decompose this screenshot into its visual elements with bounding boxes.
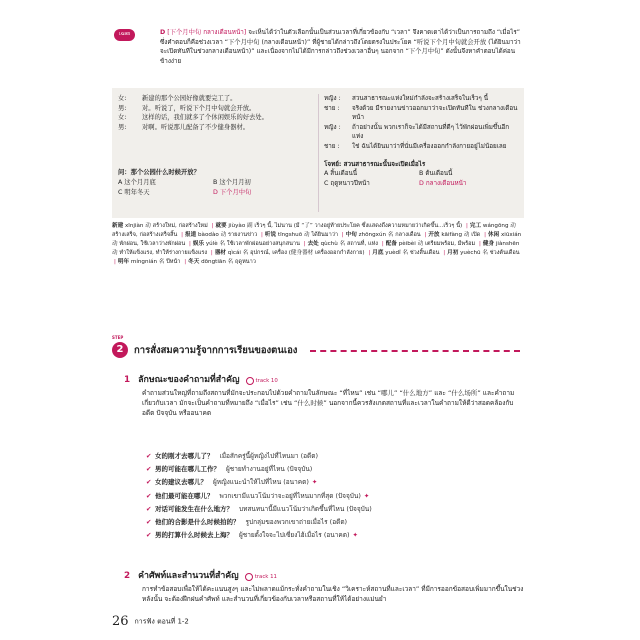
- vocab-word: 中旬: [345, 232, 357, 238]
- vocab-pos: 动: [510, 223, 516, 229]
- answer-text: จะเห็นได้ว่าในตัวเลือกนั้นเป็นส่วนเวลาที่เกี่ยวข้องกับ “เวลา” จึงคาดเดาได้ว่าเป็นการถามถึง “เมื่อไร” ซึ่งคำตอบก็คือช่วงเวลา “下个月中旬 (กลางเดือนหน้า)” ที่ผู้ชายได้กล่าวถึงโดยตรงในประโยค “听说下个月中旬就会开放 (ได้ยินมาว่าจะเปิดทันทีในช่วงกลางเดือนหน้า)” และเนื่องจากไม่ได้มีการกล่าวถึงช่วงเวลาอื่นๆ นอกจาก “下个月中旬” ดังนั้นจึงหาคำตอบได้ค่อนข้างง่าย: [160, 29, 521, 65]
- vocab-item: [386, 241, 477, 247]
- vocab-separator: |: [261, 232, 263, 238]
- vocab-pos: 名: [402, 250, 409, 256]
- vocab-pinyin: xīnjiàn: [124, 223, 144, 229]
- vocab-pinyin: tīngshuō: [277, 232, 303, 238]
- question-thai: บทสนทนานี้มีแนวโน้มว่าเกิดขึ้นที่ไหน (ปัจจุบัน): [239, 504, 372, 513]
- vocab-pos: 动: [112, 250, 118, 256]
- step-number: 2: [112, 342, 128, 358]
- vocab-pos: 名: [242, 250, 249, 256]
- vocab-mean: สถานที่, แห่ง: [347, 241, 379, 247]
- vocab-word: 配备: [385, 241, 397, 247]
- dialogue-thai: [324, 94, 519, 188]
- vocab-word: 就要: [215, 223, 227, 229]
- vocab-separator: |: [341, 232, 344, 238]
- question-chinese: 对话可能发生在什么地方？: [155, 504, 233, 513]
- vocab-separator: |: [114, 259, 116, 265]
- vocabulary-list: [112, 222, 524, 267]
- vocab-mean: ช่วงต้นเดือน: [489, 250, 520, 256]
- vocab-item: [185, 232, 259, 238]
- vocab-pinyin: pèibèi: [398, 241, 416, 247]
- vocab-item: [372, 250, 441, 256]
- vocab-mean: ใช้เวลาพักผ่อนอย่างสนุกสนาน: [226, 241, 300, 247]
- vocab-pinyin: kāifàng: [441, 232, 463, 238]
- vocab-item: [428, 232, 482, 238]
- check-icon: ✔: [146, 531, 152, 540]
- question-item: [146, 476, 524, 489]
- question-chinese: 他们的合影是什么时候拍的？: [155, 518, 240, 527]
- vocab-mean: กลางเดือน: [395, 232, 421, 238]
- vocab-pinyin: qìcái: [227, 250, 241, 256]
- vocab-pos: 动: [303, 232, 310, 238]
- section-1-paragraph: คำถามส่วนใหญ่ที่ถามถึงสถานที่มักจะประกอบไปด้วยคำถามในลักษณะ “ที่ไหน” เช่น “哪儿” “什么地方” และ “什么场所” และคำถามเกี่ยวกับเวลา มักจะเป็นคำถามที่หมายถึง “เมื่อไร” เช่น “什么时候” นอกจากนี้ควรสังเกตสถานที่และเวลาในคำถามให้ดีว่าสอดคล้องกับอดีต ปัจจุบัน หรืออนาคต: [142, 389, 515, 417]
- vocab-mean: พักผ่อน, ใช้เวลาว่างพักผ่อน: [119, 241, 186, 247]
- question-chinese: 女的建议去哪儿？: [155, 478, 207, 487]
- option-b: B ต้นเดือนนี้: [419, 170, 453, 178]
- vocab-word: 冬天: [188, 259, 200, 265]
- vocab-separator: |: [484, 232, 486, 238]
- vocab-pos: 名: [227, 259, 234, 265]
- footer-text: การฟัง ตอนที่ 1-2: [134, 617, 189, 626]
- divider: [318, 94, 319, 212]
- section-title: คำศัพท์และสำนวนที่สำคัญ: [138, 571, 239, 581]
- star-icon: ✦: [352, 531, 358, 540]
- speaker: 女:: [118, 114, 127, 122]
- vocab-item: [346, 232, 423, 238]
- vocab-word: 器材: [214, 250, 227, 256]
- vocab-word: 休闲: [487, 232, 500, 238]
- dialogue-line: 对。听说了，听说下个月中旬就会开放。: [142, 104, 256, 112]
- step-label: STEP: [112, 335, 124, 340]
- vocab-pinyin: yuèdǐ: [385, 250, 401, 256]
- dialogue-line: จริงด้วย มีรายงานข่าวออกมาว่าจะเปิดทันทีใน ช่วงกลางเดือนหน้า: [352, 104, 518, 122]
- speaker: หญิง :: [324, 95, 341, 102]
- track-label: track 11: [254, 574, 277, 580]
- vocab-pinyin: jiànshēn: [495, 241, 520, 247]
- step-header: [112, 335, 524, 364]
- vocab-item: [188, 259, 256, 265]
- question-thai: รูปกลุ่มของพวกเขาถ่ายเมื่อไร (อดีต): [245, 518, 348, 527]
- vocab-mean: ปีหน้า: [166, 259, 181, 265]
- section-number: 2: [124, 571, 131, 581]
- vocab-word: 月底: [372, 250, 384, 256]
- dialogue-box: [112, 88, 524, 218]
- question-chinese: 他们最可能在哪儿？: [155, 491, 214, 500]
- speaker: 男:: [118, 104, 127, 112]
- speaker: ชาย :: [324, 104, 340, 112]
- vocab-separator: |: [466, 223, 468, 229]
- question-thai: ผู้ชายตั้งใจจะไปเซี่ยงไฮ้เมื่อไร (อนาคต): [239, 531, 350, 540]
- vocab-pinyin: míngnián: [130, 259, 158, 265]
- section-2-paragraph: การทำข้อสอบเพื่อให้ได้คะแนนสูงๆ และไม่พลาดแม้กระทั่งคำถามในเชิง “วิเคราะห์สถานที่และเวลา” ที่มีการออกข้อสอบเพิ่มมากขึ้นในช่วงหลังนั้น จะต้องฝึกฝนคำศัพท์ และสำนวนที่เกี่ยวข้องกับเวลาหรือสถานที่ให้ได้อย่างแม่นยำ: [142, 585, 524, 603]
- vocab-item: [215, 250, 367, 256]
- question-thai: ผู้ชายทำงานอยู่ที่ไหน (ปัจจุบัน): [226, 465, 313, 474]
- check-icon: ✔: [146, 452, 152, 460]
- vocab-pos: 名: [387, 232, 394, 238]
- vocab-pinyin: dōngtiān: [201, 259, 226, 265]
- vocab-word: 完工: [469, 223, 482, 229]
- question-chinese: 男的打算什么时候去上海？: [155, 531, 233, 540]
- vocab-pos: 副: [247, 223, 253, 229]
- dialogue-line: สวนสาธารณะแห่งใหม่กำลังจะสร้างเสร็จในเร็วๆ นี้: [352, 95, 489, 102]
- answer-letter: D: [160, 29, 166, 36]
- option-a: A สิ้นเดือนนี้: [324, 170, 358, 178]
- vocab-pinyin: xiūxián: [500, 232, 522, 238]
- question-chinese: 女的刚才去哪儿了？: [155, 452, 214, 460]
- option-a: A 这个月月底: [118, 178, 156, 186]
- question-item: [146, 516, 524, 529]
- check-icon: ✔: [146, 491, 152, 500]
- speaker: หญิง :: [324, 123, 341, 131]
- speaker: 男:: [118, 123, 127, 131]
- vocab-pos: 动: [112, 241, 118, 247]
- vocab-mean: ช่วงสิ้นเดือน: [409, 250, 440, 256]
- check-icon: ✔: [146, 518, 152, 527]
- vocab-word: 开放: [428, 232, 440, 238]
- question-chinese: 男的可能在哪儿工作？: [155, 465, 220, 474]
- vocab-word: 新建: [112, 223, 124, 229]
- audio-disc-icon: [246, 377, 254, 385]
- section-1-heading: [124, 372, 278, 386]
- check-icon: ✔: [146, 465, 152, 474]
- answer-explanation: [112, 28, 524, 66]
- vocab-item: [265, 232, 340, 238]
- question-list: [146, 450, 524, 542]
- dashed-rule: [310, 350, 520, 352]
- speaker: ชาย :: [324, 142, 340, 150]
- vocab-separator: |: [381, 241, 384, 247]
- vocab-mean: รายงานข่าว: [227, 232, 258, 238]
- vocab-item: [308, 241, 380, 247]
- vocab-pos: 名: [339, 241, 346, 247]
- speaker: 女:: [118, 95, 127, 102]
- vocab-item: [215, 223, 464, 229]
- star-icon: ✦: [311, 478, 318, 487]
- vocab-pos: 名: [158, 259, 165, 265]
- option-c: C 明年冬天: [118, 188, 150, 196]
- vocab-pinyin: yúlè: [205, 241, 218, 247]
- dialogue-line: 对啊。听说那儿配备了不少健身器材。: [142, 123, 250, 131]
- dialogue-chinese: [118, 94, 308, 197]
- answer-lead: [下个月中旬 กลางเดือนหน้า]: [167, 29, 247, 36]
- dialogue-line: 这样的话，我们就多了个休闲娱乐的好去处。: [142, 114, 268, 122]
- dialogue-line: ถ้าอย่างนั้น พวกเราก็จะได้มีสถานที่ดีๆ ไว้พักผ่อนเพิ่มขึ้นอีกแห่ง: [352, 123, 510, 141]
- page-footer: [112, 614, 189, 629]
- dialogue-line: ใช่ ฉันได้ยินมาว่าที่นั่นมีเครื่องออกกำลังกายอยู่ไม่น้อยเลย: [352, 142, 507, 150]
- vocab-pos: 动: [145, 223, 151, 229]
- section-2-heading: [124, 568, 277, 582]
- answer-badge: เฉลย: [114, 29, 135, 41]
- vocab-separator: |: [211, 223, 214, 229]
- page: [112, 28, 524, 628]
- vocab-item: [193, 241, 302, 247]
- vocab-word: 去处: [307, 241, 319, 247]
- vocab-separator: |: [424, 232, 427, 238]
- vocab-word: 明年: [117, 259, 130, 265]
- vocab-pinyin: qùchù: [320, 241, 338, 247]
- vocab-word: 听说: [264, 232, 277, 238]
- vocab-mean: เร็วๆ นี้, ไม่นาน (มี “了” วางอยู่ท้ายประโยค ซึ่งแสดงถึงความหมายว่าเกิดขึ้น...เร็วๆ นี้): [254, 223, 463, 229]
- question-item: [146, 529, 524, 542]
- vocab-separator: |: [181, 232, 184, 238]
- question-item: [146, 463, 524, 476]
- page-number: 26: [112, 614, 129, 629]
- vocab-pos: 动: [417, 241, 424, 247]
- vocab-mean: เปิด: [471, 232, 481, 238]
- vocab-pinyin: bàodào: [198, 232, 219, 238]
- vocab-pos: 动: [220, 232, 227, 238]
- vocab-pinyin: zhōngxún: [358, 232, 387, 238]
- vocab-word: 报道: [185, 232, 197, 238]
- question-item: [146, 503, 524, 516]
- vocab-mean: ได้ยินมาว่า: [311, 232, 338, 238]
- option-b: B 这个月月初: [213, 178, 251, 186]
- section-title: ลักษณะของคำถามที่สำคัญ: [138, 375, 240, 385]
- vocab-word: 娱乐: [192, 241, 205, 247]
- vocab-separator: |: [303, 241, 306, 247]
- option-d: D 下个月中旬: [213, 188, 252, 196]
- vocab-mean: ทำให้แข็งแรง, ทำให้ร่างกายแข็งแรง: [119, 250, 208, 256]
- step-title: การสั่งสมความรู้จากการเรียนของตนเอง: [134, 345, 298, 356]
- vocab-pinyin: wángōng: [482, 223, 509, 229]
- vocab-pos: 名: [219, 241, 226, 247]
- vocab-word: 月初: [447, 250, 459, 256]
- vocab-mean: สร้างใหม่, ก่อสร้างใหม่: [152, 223, 208, 229]
- vocab-item: [447, 250, 519, 256]
- vocab-separator: |: [443, 250, 446, 256]
- vocab-pos: 动: [463, 232, 470, 238]
- vocab-mean: ฤดูหนาว: [235, 259, 256, 265]
- vocab-pinyin: yuèchū: [460, 250, 481, 256]
- option-d: D กลางเดือนหน้า: [419, 179, 467, 187]
- audio-disc-icon: [245, 573, 253, 581]
- question-thai: เมื่อสักครู่นี้ผู้หญิงไปที่ไหนมา (อดีต): [219, 452, 318, 460]
- vocab-mean: อุปกรณ์, เครื่อง (健身器材 เครื่องออกกำลังกาย): [250, 250, 365, 256]
- check-icon: ✔: [146, 478, 152, 487]
- vocab-separator: |: [479, 241, 481, 247]
- vocab-item: [118, 259, 182, 265]
- star-icon: ✦: [363, 491, 370, 500]
- vocab-separator: |: [184, 259, 187, 265]
- vocab-word: 健身: [482, 241, 495, 247]
- question-item: [146, 490, 524, 503]
- check-icon: ✔: [146, 504, 152, 513]
- question-thai: ผู้หญิงแนะนำให้ไปที่ไหน (อนาคต): [213, 478, 309, 487]
- vocab-pos: 名: [482, 250, 488, 256]
- vocab-separator: |: [210, 250, 213, 256]
- question-thai: โจทย์: สวนสาธารณะนั้นจะเปิดเมื่อไร: [324, 160, 426, 168]
- vocab-mean: สร้างเสร็จ, ก่อสร้างเสร็จสิ้น: [112, 232, 178, 238]
- vocab-mean: เตรียมพร้อม, มีพร้อม: [424, 241, 476, 247]
- dialogue-line: 新建的那个公园好像就要完工了。: [142, 95, 237, 102]
- vocab-item: [112, 223, 210, 229]
- question-thai: พวกเขามีแนวโน้มว่าจะอยู่ที่ไหนมากที่สุด (ปัจจุบัน): [219, 491, 361, 500]
- track-label: track 10: [255, 378, 278, 384]
- option-c: C ฤดูหนาวปีหน้า: [324, 179, 370, 187]
- question-chinese: 问：那个公园什么时候开放？: [118, 169, 200, 177]
- section-number: 1: [124, 375, 131, 385]
- vocab-pinyin: jiùyào: [228, 223, 246, 229]
- question-item: [146, 450, 524, 463]
- vocab-separator: |: [188, 241, 191, 247]
- vocab-separator: |: [368, 250, 371, 256]
